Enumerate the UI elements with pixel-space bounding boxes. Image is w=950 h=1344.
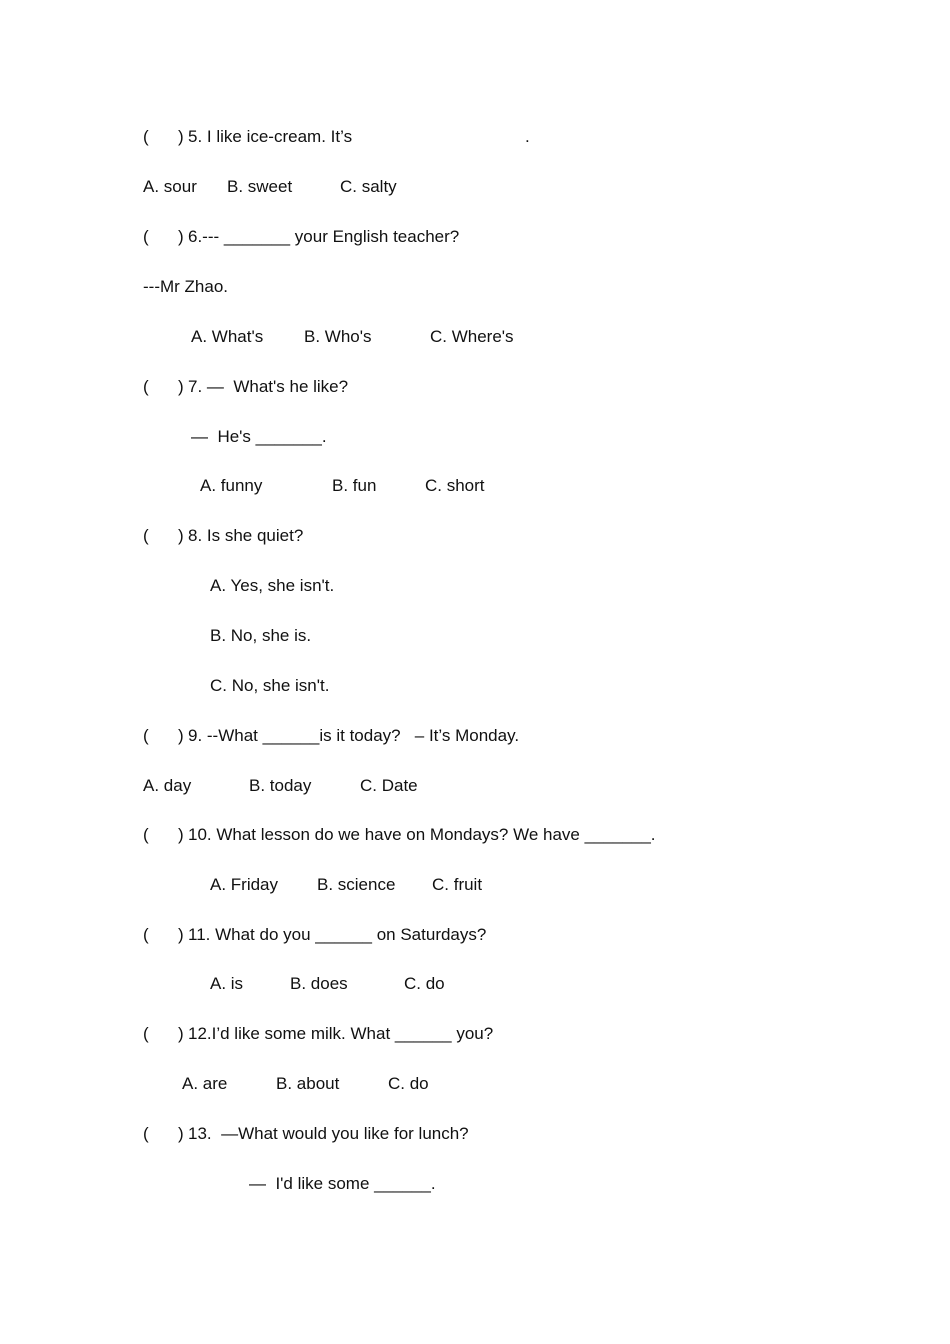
answer-line-6 [143, 277, 343, 297]
option-c: C. Where's [430, 327, 514, 346]
question-13 [143, 1124, 603, 1144]
question-12 [143, 1024, 603, 1044]
question-6 [143, 227, 543, 247]
answer-bracket-open: ( [143, 526, 149, 545]
question-stem: 5. I like ice-cream. It’s [188, 127, 353, 146]
option-c: C. short [425, 476, 485, 495]
answer-bracket-close: ) [178, 377, 184, 396]
options-9 [143, 776, 463, 796]
dialogue-answer: — I'd like some ______. [249, 1174, 436, 1193]
question-end: . [525, 127, 530, 146]
option-b: B. fun [332, 476, 377, 495]
answer-bracket-open: ( [143, 925, 149, 944]
option-a: A. is [210, 974, 244, 993]
option-c: C. do [404, 974, 445, 993]
option-b: B. No, she is. [210, 626, 312, 645]
options-10 [210, 875, 530, 895]
option-a: A. sour [143, 177, 197, 196]
answer-bracket-close: ) [178, 1024, 184, 1043]
option-a: A. Friday [210, 875, 279, 894]
question-stem: 12.I’d like some milk. What ______ you? [188, 1024, 494, 1043]
question-stem: 9. --What ______is it today? – It’s Monday. [188, 726, 520, 745]
option-a: A. are [182, 1074, 228, 1093]
option-a-8 [210, 576, 410, 596]
answer-bracket-close: ) [178, 925, 184, 944]
option-b: B. Who's [304, 327, 372, 346]
question-8 [143, 526, 543, 546]
answer-bracket-open: ( [143, 1124, 149, 1143]
option-b: B. sweet [227, 177, 293, 196]
question-stem: 10. What lesson do we have on Mondays? We have _______. [188, 825, 656, 844]
answer-bracket-open: ( [143, 825, 149, 844]
answer-line-13 [249, 1174, 489, 1194]
option-a: A. Yes, she isn't. [210, 576, 335, 595]
question-7 [143, 377, 543, 397]
option-a: A. funny [200, 476, 263, 495]
answer-bracket-close: ) [178, 825, 184, 844]
options-6 [191, 327, 551, 347]
answer-bracket-open: ( [143, 227, 149, 246]
answer-bracket-open: ( [143, 127, 149, 146]
dialogue-answer: ---Mr Zhao. [143, 277, 228, 296]
option-b: B. today [249, 776, 312, 795]
question-stem: 8. Is she quiet? [188, 526, 304, 545]
question-stem: 11. What do you ______ on Saturdays? [188, 925, 487, 944]
option-c: C. Date [360, 776, 418, 795]
answer-bracket-open: ( [143, 377, 149, 396]
options-11 [210, 974, 490, 994]
question-9 [143, 726, 643, 746]
options-12 [182, 1074, 482, 1094]
option-c: C. fruit [432, 875, 483, 894]
option-c: C. No, she isn't. [210, 676, 330, 695]
option-c: C. do [388, 1074, 429, 1093]
option-b: B. about [276, 1074, 340, 1093]
option-a: A. day [143, 776, 192, 795]
question-stem: 7. — What's he like? [188, 377, 349, 396]
question-stem: 6.--- _______ your English teacher? [188, 227, 460, 246]
option-a: A. What's [191, 327, 264, 346]
question-10 [143, 825, 763, 845]
option-c-8 [210, 676, 410, 696]
answer-bracket-close: ) [178, 127, 184, 146]
dialogue-answer: — He's _______. [191, 427, 327, 446]
answer-bracket-close: ) [178, 1124, 184, 1143]
options-5 [143, 177, 443, 197]
option-b: B. does [290, 974, 348, 993]
answer-bracket-open: ( [143, 726, 149, 745]
answer-bracket-close: ) [178, 227, 184, 246]
answer-bracket-close: ) [178, 526, 184, 545]
options-7 [200, 476, 520, 496]
question-stem: 13. —What would you like for lunch? [188, 1124, 469, 1143]
question-11 [143, 925, 603, 945]
answer-bracket-open: ( [143, 1024, 149, 1043]
answer-bracket-close: ) [178, 726, 184, 745]
answer-line-7 [191, 427, 391, 447]
option-c: C. salty [340, 177, 397, 196]
option-b: B. science [317, 875, 396, 894]
question-5 [143, 127, 543, 147]
option-b-8 [210, 626, 410, 646]
